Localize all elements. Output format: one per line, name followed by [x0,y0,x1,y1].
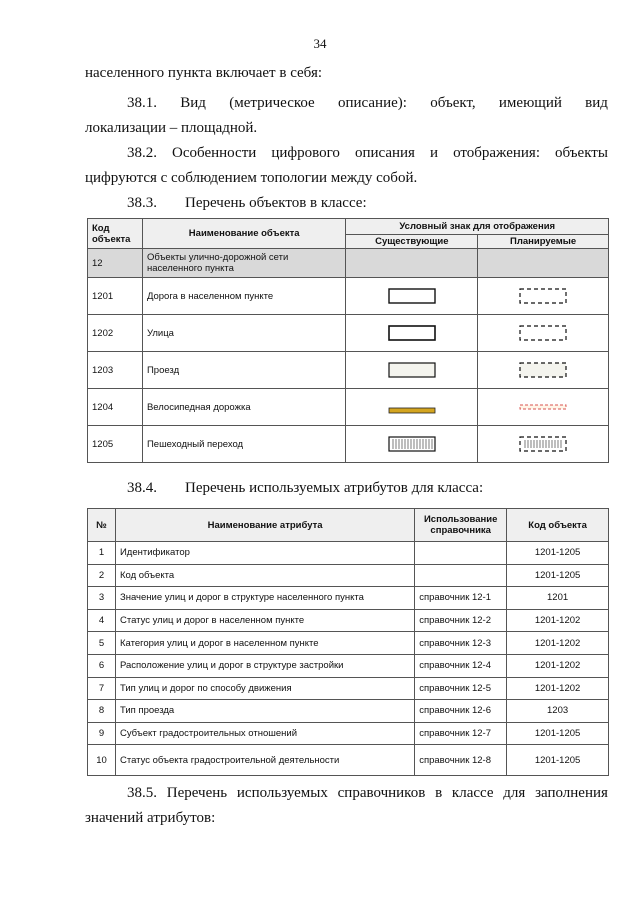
attr-ref: справочник 12-3 [415,632,507,655]
header-object-code: Код объекта [507,509,609,542]
table-row [88,587,609,610]
header-existing: Существующие [346,235,478,249]
table-row [88,426,609,463]
page-number: 34 [313,36,327,51]
word: Перечень [166,785,228,801]
attr-ref [415,542,507,565]
table-row [88,389,609,426]
attr-name: Тип проезда [115,700,414,723]
word: цифрового [271,145,340,161]
section-38-4-number: 38.4. [127,480,157,496]
word: справочников [337,785,426,801]
symbol-planned-crossing [478,426,609,463]
table-row [88,722,609,745]
object-name: Проезд [142,352,345,389]
table-row [88,632,609,655]
attr-code: 1201-1202 [507,632,609,655]
symbol-existing-crossing [346,426,478,463]
attr-code: 1201-1202 [507,654,609,677]
attr-name: Категория улиц и дорог в населенном пункте [115,632,414,655]
group-row [88,249,609,278]
symbol-planned-street [478,315,609,352]
attr-ref: справочник 12-2 [415,609,507,632]
attr-ref: справочник 12-1 [415,587,507,610]
symbol-planned-passage [478,352,609,389]
table-row [88,564,609,587]
attributes-table [87,508,609,776]
attr-ref: справочник 12-7 [415,722,507,745]
attr-name: Значение улиц и дорог в структуре населенного пункта [115,587,414,610]
header-object-name: Наименование объекта [142,219,345,249]
section-38-3-heading [127,193,367,213]
section-38-1-line1 [127,93,608,113]
word: объекты [555,145,608,161]
attr-ref: справочник 12-6 [415,700,507,723]
section-38-2-line2: цифруются с соблюдением топологии между собой. [85,170,418,186]
word: используемых [236,785,328,801]
attr-num: 10 [88,745,116,776]
section-38-5-line2: значений атрибутов: [85,810,216,826]
group-code: 12 [88,249,143,278]
attr-ref [415,564,507,587]
object-code: 1204 [88,389,143,426]
attr-code: 1203 [507,700,609,723]
section-38-3-number: 38.3. [127,195,157,211]
intro-line: населенного пункта включает в себя: [85,65,323,81]
table-row [88,609,609,632]
attr-ref: справочник 12-8 [415,745,507,776]
object-name: Дорога в населенном пункте [142,278,345,315]
attr-code: 1201-1205 [507,564,609,587]
header-planned: Планируемые [478,235,609,249]
attr-num: 3 [88,587,116,610]
word: и [430,145,439,161]
object-code: 1205 [88,426,143,463]
table-row [88,542,609,565]
attr-code: 1201-1202 [507,677,609,700]
symbol-planned-road [478,278,609,315]
header-symbol: Условный знак для отображения [346,219,609,235]
attr-num: 9 [88,722,116,745]
attr-name: Расположение улиц и дорог в структуре застройки [115,654,414,677]
object-name: Пешеходный переход [142,426,345,463]
group-existing-cell [346,249,478,278]
section-38-4-heading [127,478,483,498]
attr-name: Код объекта [115,564,414,587]
attr-num: 4 [88,609,116,632]
attr-code: 1201-1205 [507,745,609,776]
section-38-5-number: 38.5. [127,785,157,801]
group-name: Объекты улично-дорожной сети населенного пункта [142,249,345,278]
attr-num: 7 [88,677,116,700]
attr-num: 1 [88,542,116,565]
header-reference-usage: Использование справочника [415,509,507,542]
attr-num: 2 [88,564,116,587]
attr-ref: справочник 12-5 [415,677,507,700]
section-38-2-line1 [127,143,608,163]
attr-code: 1201-1202 [507,609,609,632]
table-row [88,700,609,723]
word: описания [354,145,415,161]
object-name: Велосипедная дорожка [142,389,345,426]
object-name: Улица [142,315,345,352]
word: описание): [337,95,407,111]
group-planned-cell [478,249,609,278]
attr-num: 5 [88,632,116,655]
attr-name: Статус улиц и дорог в населенном пункте [115,609,414,632]
section-38-1-number: 38.1. [127,95,157,111]
section-38-4-text: Перечень используемых атрибутов для класса: [185,480,484,496]
table-row [88,278,609,315]
word: вид [585,95,608,111]
section-38-3-text: Перечень объектов в классе: [185,195,367,211]
symbol-existing-passage [346,352,478,389]
attr-code: 1201-1205 [507,722,609,745]
header-num: № [88,509,116,542]
attr-code: 1201 [507,587,609,610]
symbol-planned-bike [478,389,609,426]
table-row [88,745,609,776]
attr-num: 6 [88,654,116,677]
table-row [88,654,609,677]
section-38-2-number: 38.2. [127,145,157,161]
word: имеющий [498,95,562,111]
attr-name: Субъект градостроительных отношений [115,722,414,745]
object-code: 1201 [88,278,143,315]
symbol-existing-bike [346,389,478,426]
symbol-existing-street [346,315,478,352]
word: объект, [430,95,476,111]
table-row [88,352,609,389]
object-code: 1203 [88,352,143,389]
word: в [435,785,443,801]
word: заполнения [535,785,608,801]
header-object-code: Код объекта [88,219,143,249]
objects-table [87,218,609,463]
section-38-5-line1 [127,783,608,803]
word: Вид [180,95,206,111]
word: Особенности [172,145,257,161]
table-row [88,315,609,352]
section-38-1-line2: локализации – площадной. [85,120,258,136]
word: классе [451,785,494,801]
symbol-existing-road [346,278,478,315]
attr-name: Идентификатор [115,542,414,565]
attr-num: 8 [88,700,116,723]
attr-name: Тип улиц и дорог по способу движения [115,677,414,700]
object-code: 1202 [88,315,143,352]
header-attribute-name: Наименование атрибута [115,509,414,542]
word: (метрическое [229,95,315,111]
attr-name: Статус объекта градостроительной деятельности [115,745,414,776]
word: отображения: [453,145,540,161]
attr-code: 1201-1205 [507,542,609,565]
attr-ref: справочник 12-4 [415,654,507,677]
word: для [503,785,526,801]
table-row [88,677,609,700]
